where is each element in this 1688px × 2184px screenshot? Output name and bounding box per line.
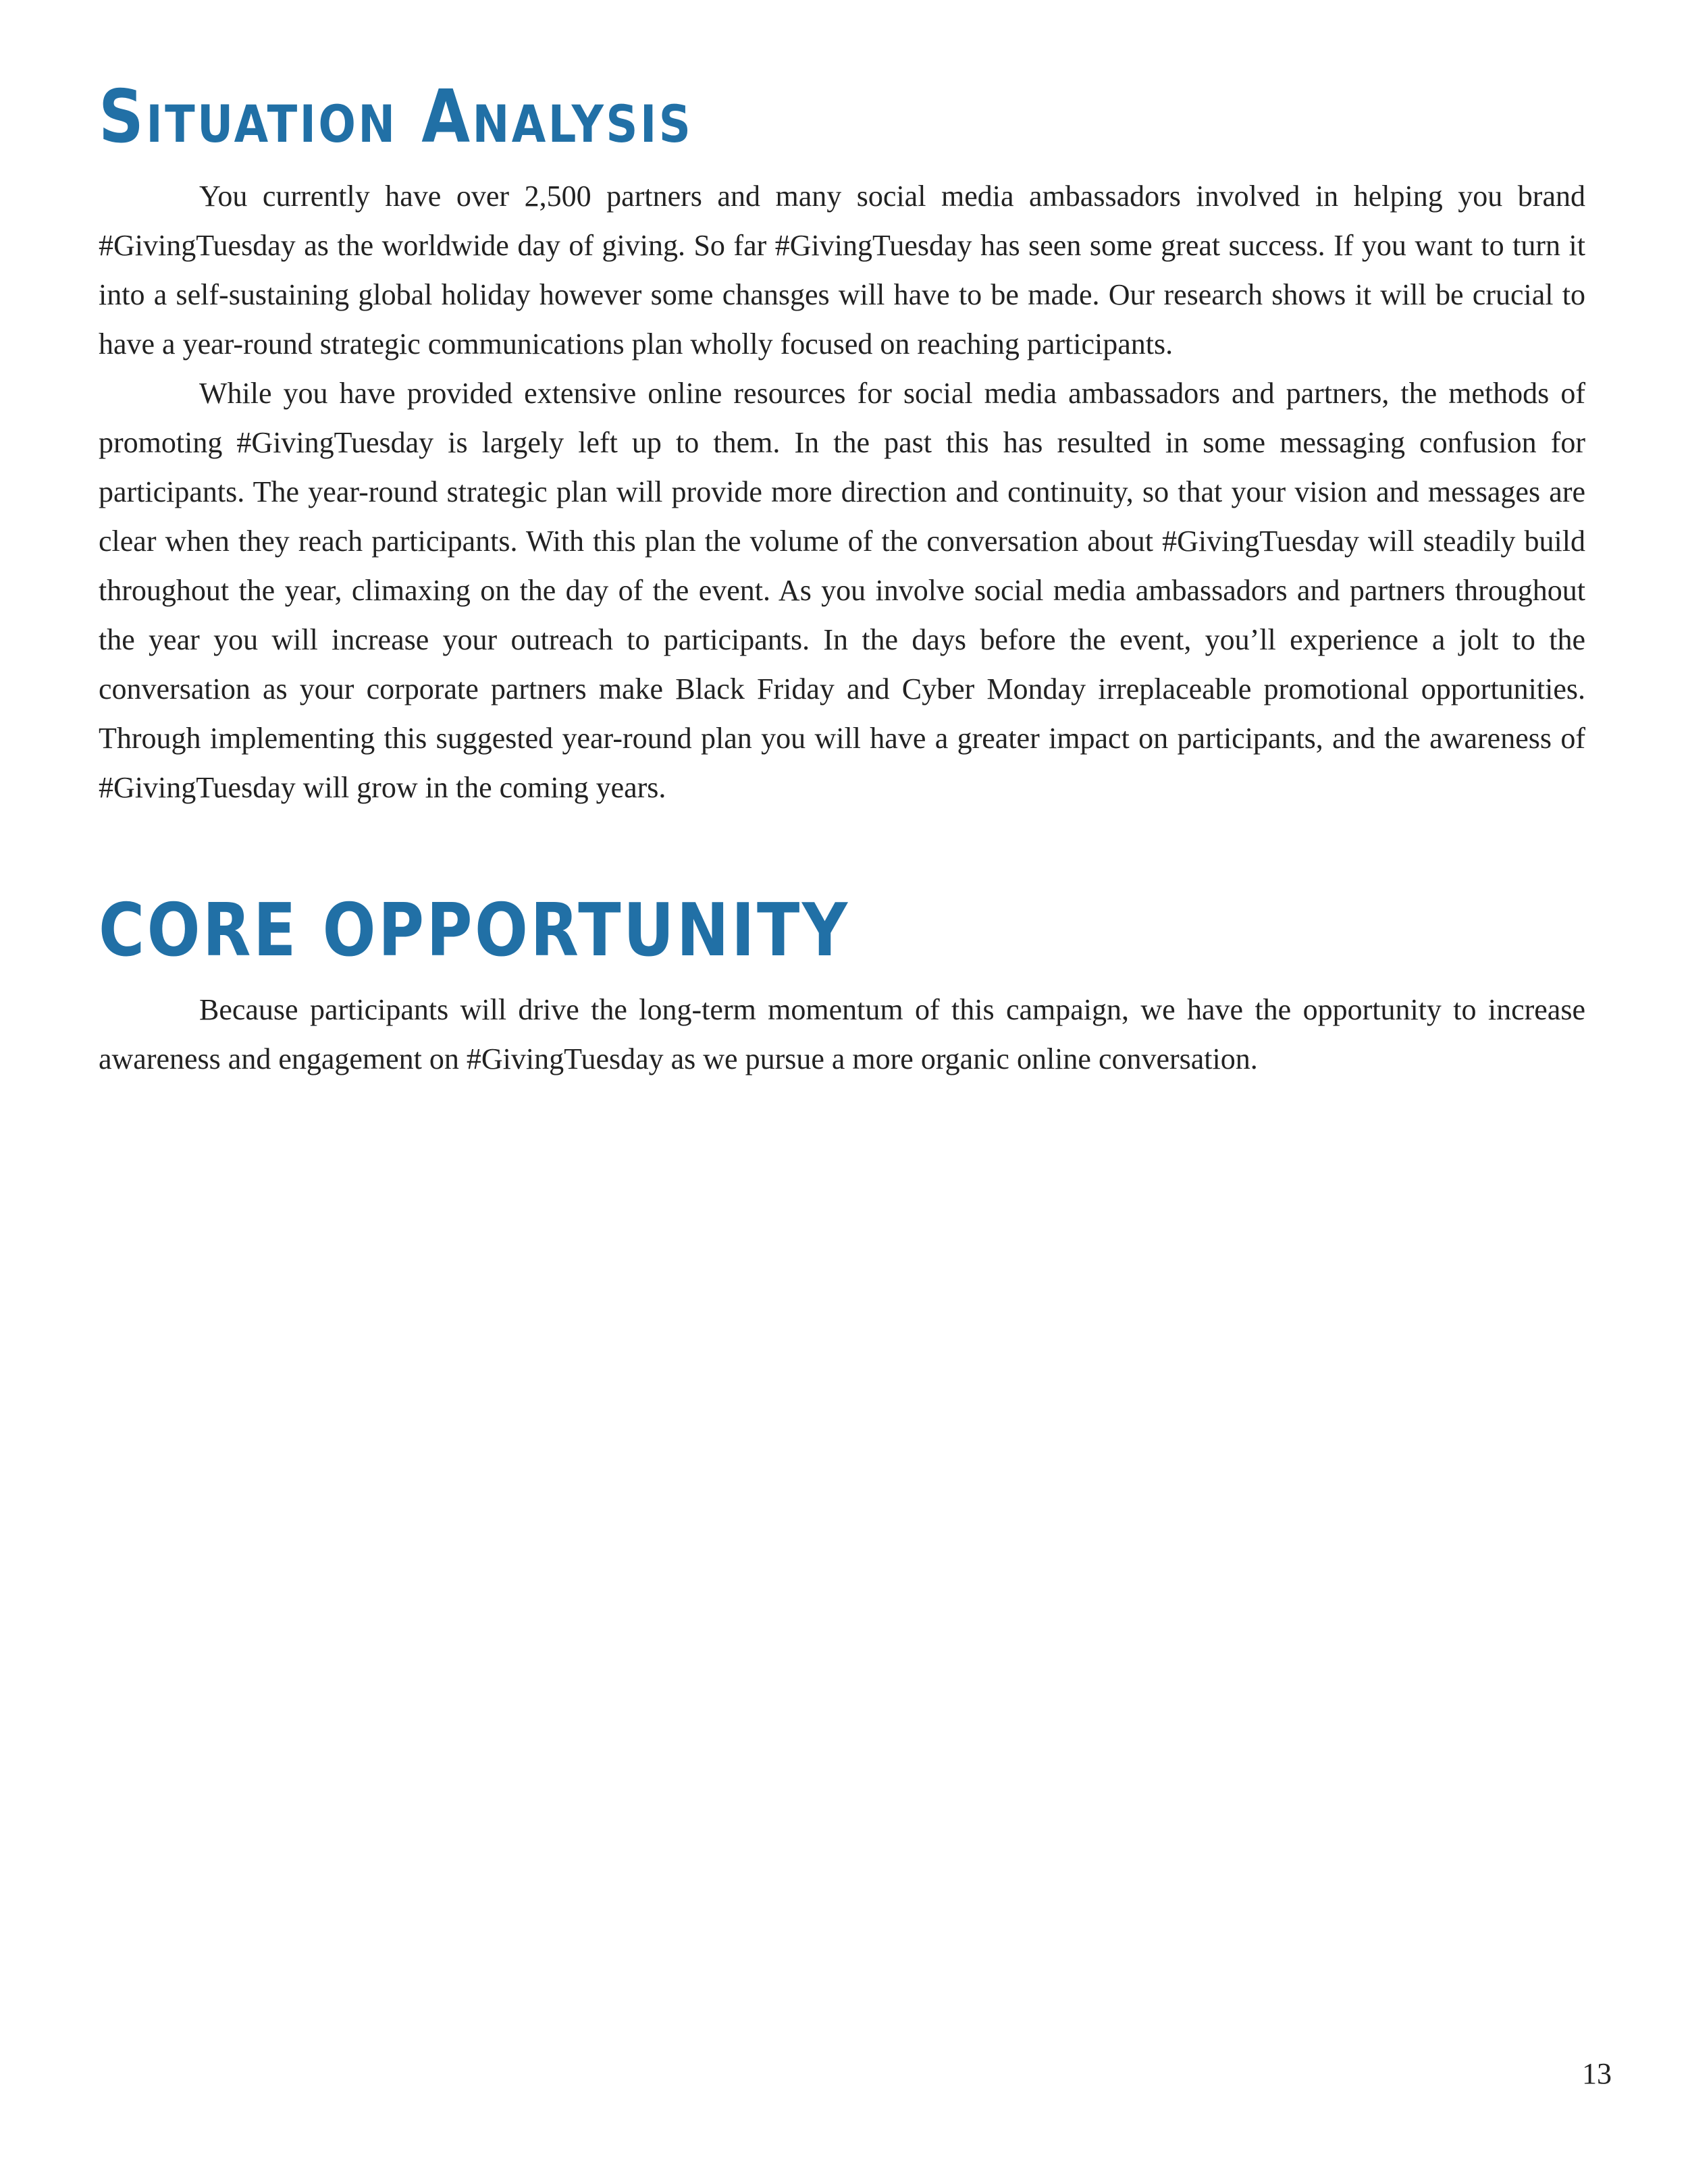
situation-analysis-section [99, 75, 1585, 812]
core-opportunity-section [99, 888, 1585, 1084]
document-content [99, 75, 1585, 1084]
situation-analysis-heading: Situation Analysis [99, 75, 693, 159]
core-opportunity-body [99, 985, 1585, 1084]
situation-analysis-paragraph-1: You currently have over 2,500 partners and many social media ambassadors involved in helping you brand #GivingTuesday as the worldwide day of giving. So far #GivingTuesday has seen some great success. If you want to turn it into a self-sustaining global holiday however some chansges will have to be made. Our research shows it will be crucial to have a year-round strategic communications plan wholly focused on reaching participants. [99, 180, 1585, 361]
situation-analysis-paragraph-2: While you have provided extensive online resources for social media ambassadors and partners, the methods of promoting #GivingTuesday is largely left up to them. In the past this has resulted in some messaging confusion for participants. The year-round strategic plan will provide more direction and continuity, so that your vision and messages are clear when they reach participants. With this plan the volume of the conversation about #GivingTuesday will steadily build throughout the year, climaxing on the day of the event. As you involve social media ambassadors and partners throughout the year you will increase your outreach to participants. In the days before the event, you’ll experience a jolt to the conversation as your corporate partners make Black Friday and Cyber Monday irreplaceable promotional opportunities. Through implementing this suggested year-round plan you will have a greater impact on participants, and the awareness of #GivingTuesday will grow in the coming years. [99, 377, 1585, 804]
situation-analysis-body [99, 171, 1585, 812]
core-opportunity-heading: CORE OPPORTUNITY [99, 888, 850, 973]
core-opportunity-paragraph: Because participants will drive the long-term momentum of this campaign, we have the opportunity to increase awareness and engagement on #GivingTuesday as we pursue a more organic online conversation. [99, 993, 1585, 1075]
page-number: 13 [1582, 2057, 1612, 2090]
